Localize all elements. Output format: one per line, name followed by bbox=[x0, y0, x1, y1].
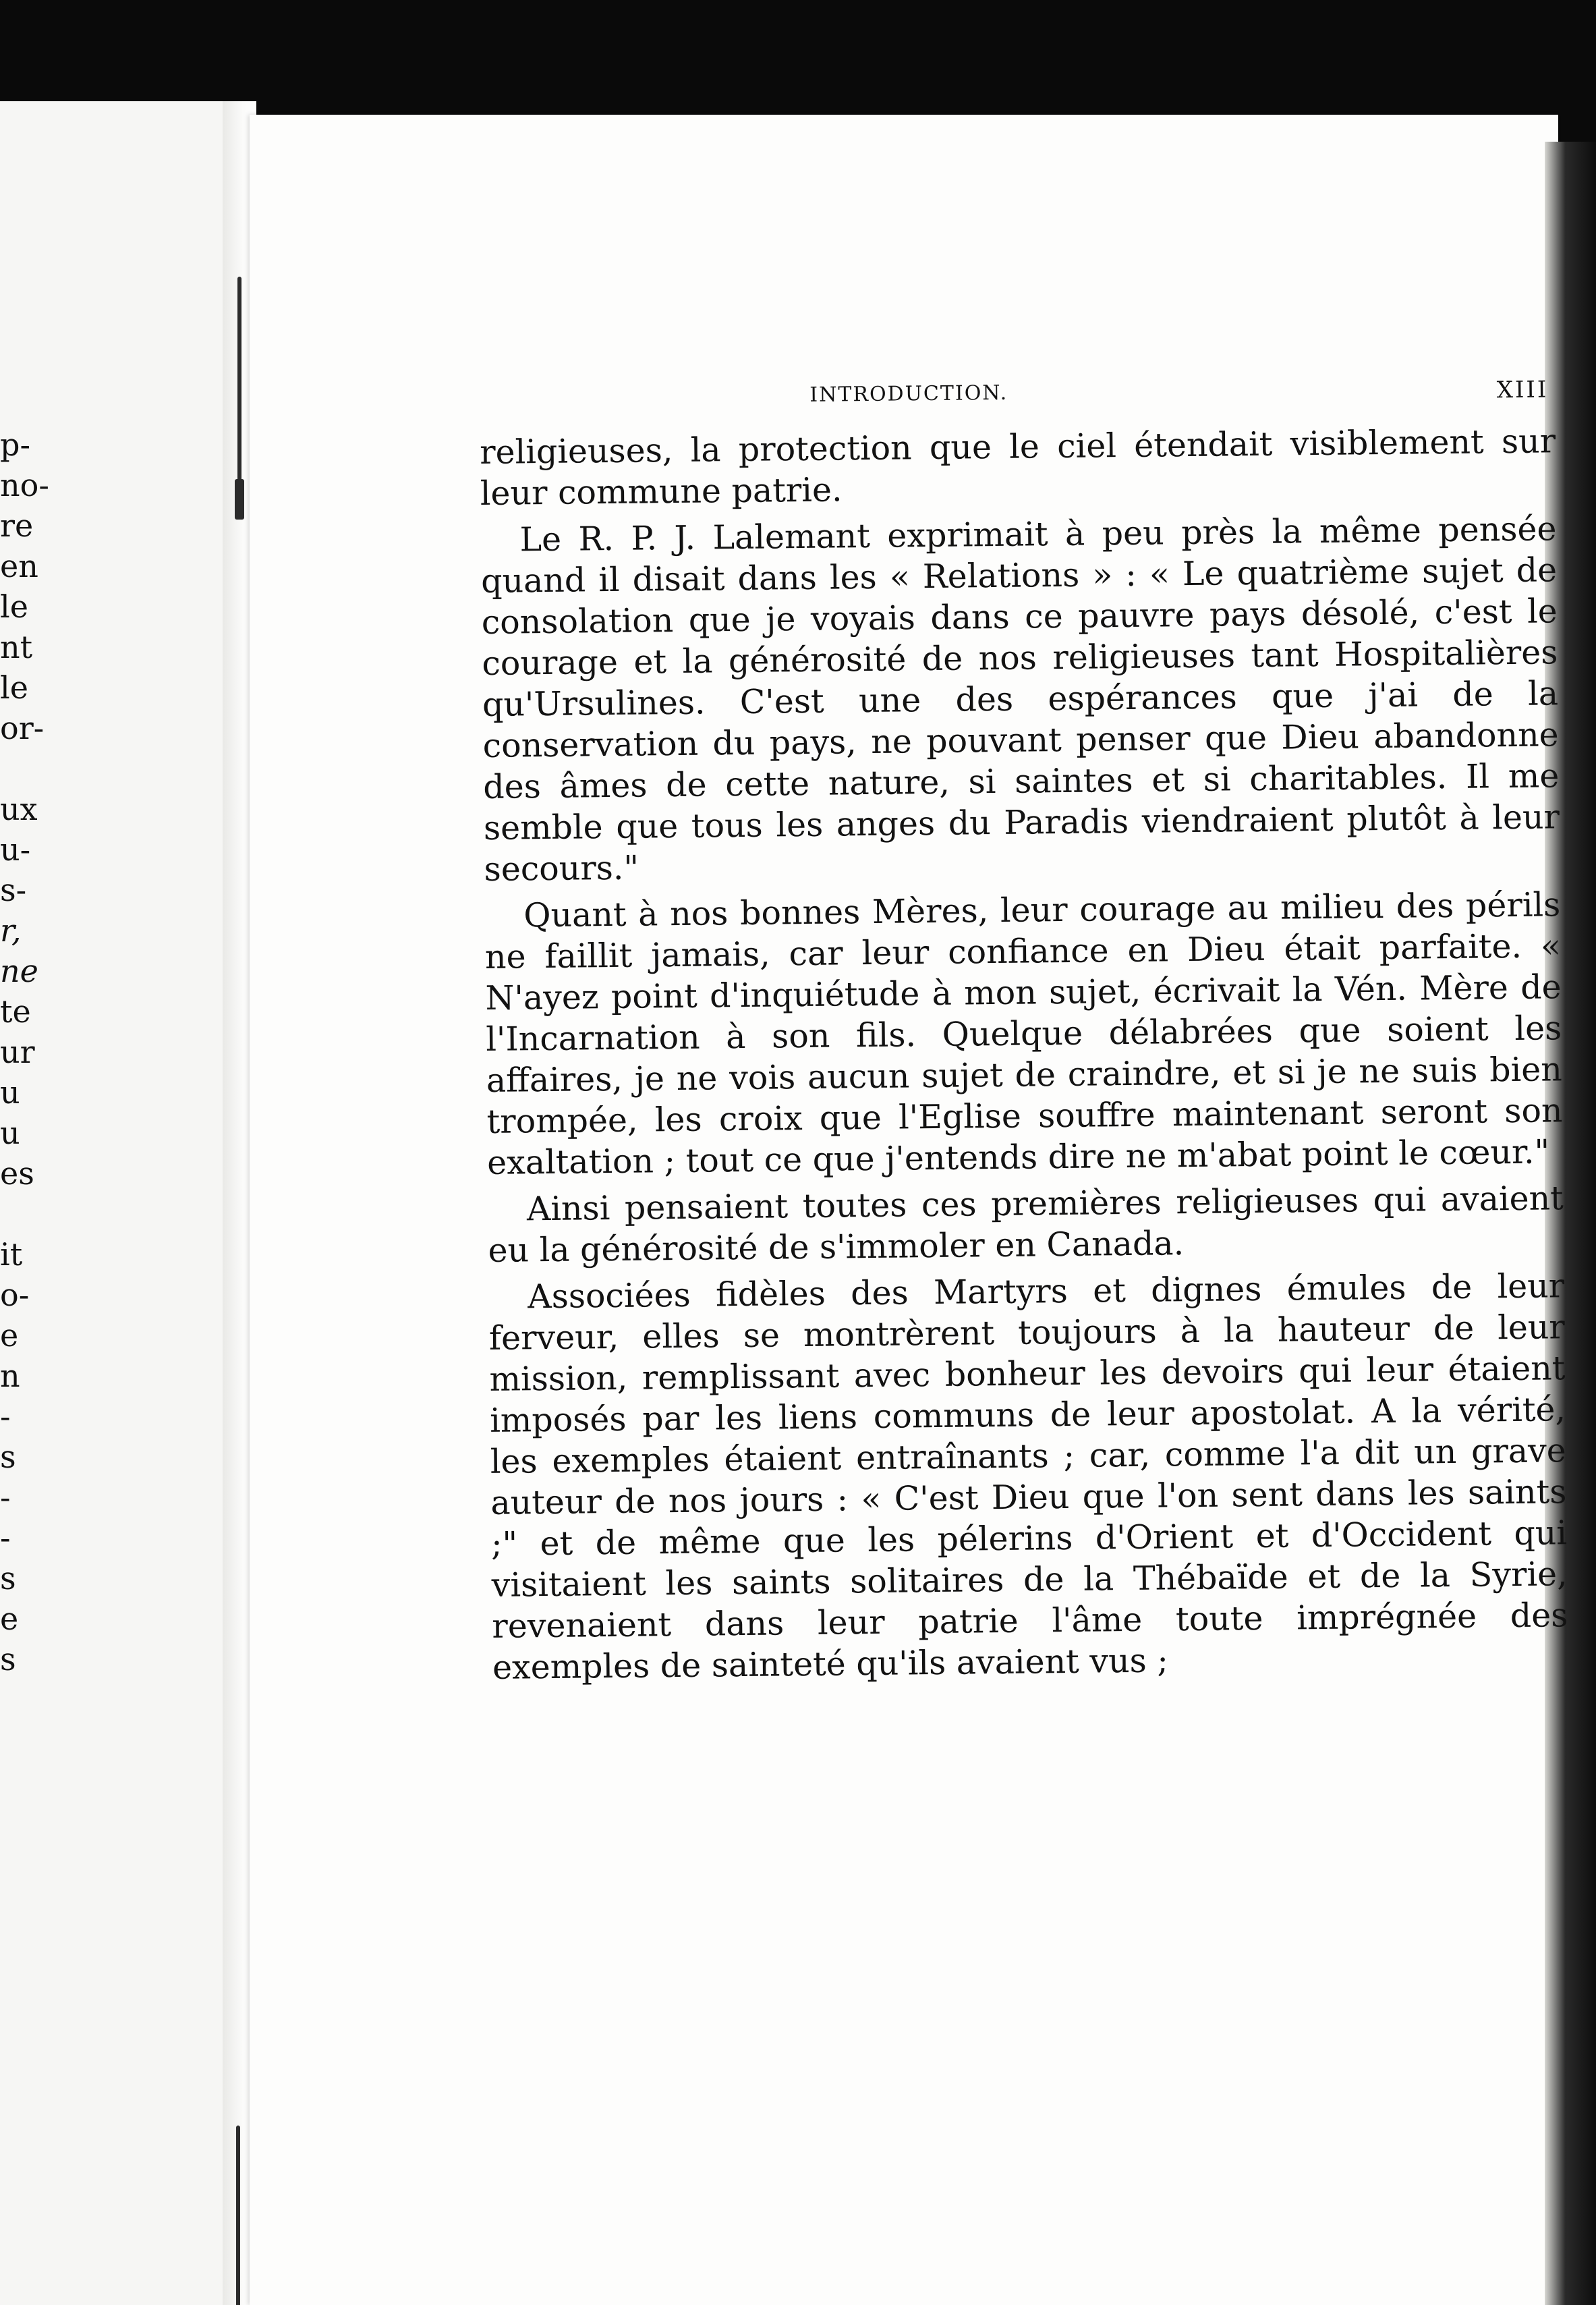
left-fragment: no- bbox=[0, 467, 49, 503]
left-fragment: p- bbox=[0, 426, 30, 463]
left-fragment: te bbox=[0, 993, 31, 1030]
left-fragment: nt bbox=[0, 629, 33, 665]
binding-knot bbox=[235, 479, 244, 520]
left-fragment: e bbox=[0, 1601, 19, 1637]
left-fragment: o- bbox=[0, 1277, 30, 1313]
left-fragment: ux bbox=[0, 791, 38, 827]
left-fragment: u bbox=[0, 1074, 20, 1111]
paragraph: Ainsi pensaient toutes ces premières religieuses qui avaient eu la générosité de s'immoler en Canada. bbox=[488, 1179, 1564, 1270]
left-fragment: ne bbox=[0, 953, 38, 989]
binding-thread bbox=[237, 277, 241, 493]
left-facing-page bbox=[0, 101, 233, 2305]
left-fragment: - bbox=[0, 1398, 11, 1435]
paragraph: Associées fidèles des Martyrs et dignes émules de leur ferveur, elles se montrèrent toujours à la hauteur de leur mission, remplissant avec bonheur les devoirs qui leur étaient imposés par les liens communs de leur apostolat. A la vérité, les exemples étaient entraînants ; car, comme l'a dit un grave auteur de nos jours : « C'est Dieu que l'on sent dans les saints ;" et de même que les pélerins d'Orient et d'Occident qui visitaient les saints solitaires de la Thébaïde et de la Syrie, revenaient dans leur patrie l'âme toute imprégnée des exemples de sainteté qu'ils avaient vus ; bbox=[488, 1267, 1568, 1687]
running-head bbox=[479, 366, 1556, 432]
left-page-text-fragments bbox=[0, 101, 81, 2305]
left-fragment: ur bbox=[0, 1034, 35, 1070]
paragraph: Quant à nos bonnes Mères, leur courage au milieu des périls ne faillit jamais, car leur confiance en Dieu était parfaite. « N'ayez point d'inquiétude à mon sujet, écrivait la Vén. Mère de l'Incarnation à son fils. Quelque délabrées que soient les affaires, je ne vois aucun sujet de craindre, et si je ne suis bien trompée, les croix que l'Eglise souffre maintenant seront son exaltation ; tout ce que j'entends dire ne m'abat point le cœur." bbox=[484, 885, 1563, 1182]
left-fragment: or- bbox=[0, 710, 45, 746]
left-fragment: e bbox=[0, 1317, 19, 1354]
running-title: INTRODUCTION. bbox=[809, 381, 1008, 407]
left-fragment: es bbox=[0, 1155, 34, 1192]
left-fragment: r, bbox=[0, 912, 22, 949]
left-fragment: u- bbox=[0, 831, 31, 868]
left-fragment: s bbox=[0, 1439, 16, 1475]
left-fragment: s- bbox=[0, 872, 27, 908]
left-fragment: s bbox=[0, 1560, 16, 1596]
left-fragment: - bbox=[0, 1520, 11, 1556]
page-text-block bbox=[479, 366, 1568, 1694]
binding-thread bbox=[236, 2126, 240, 2305]
left-fragment: le bbox=[0, 588, 28, 625]
page-number: XIII bbox=[1496, 376, 1549, 404]
left-fragment: u bbox=[0, 1115, 20, 1151]
left-fragment: - bbox=[0, 1479, 11, 1516]
paragraph: Le R. P. J. Lalemant exprimait à peu près la même pensée quand il disait dans les « Relations » : « Le quatrième sujet de consolation que je voyais dans ce pauvre pays désolé, c'est le courage et la générosité de nos religieuses tant Hospitalières qu'Ursulines. C'est une des espérances que j'ai de la conservation du pays, ne pouvant penser que Dieu abandonne des âmes de cette nature, si saintes et si charitables. Il me semble que tous les anges du Paradis viendraient plutôt à leur secours." bbox=[480, 509, 1560, 889]
paragraph: religieuses, la protection que le ciel étendait visiblement sur leur commune patrie. bbox=[479, 422, 1556, 513]
left-fragment: en bbox=[0, 548, 38, 584]
left-fragment: n bbox=[0, 1358, 20, 1394]
left-fragment: s bbox=[0, 1641, 16, 1677]
left-fragment: it bbox=[0, 1236, 23, 1273]
left-fragment: re bbox=[0, 507, 34, 544]
left-fragment: le bbox=[0, 669, 28, 706]
